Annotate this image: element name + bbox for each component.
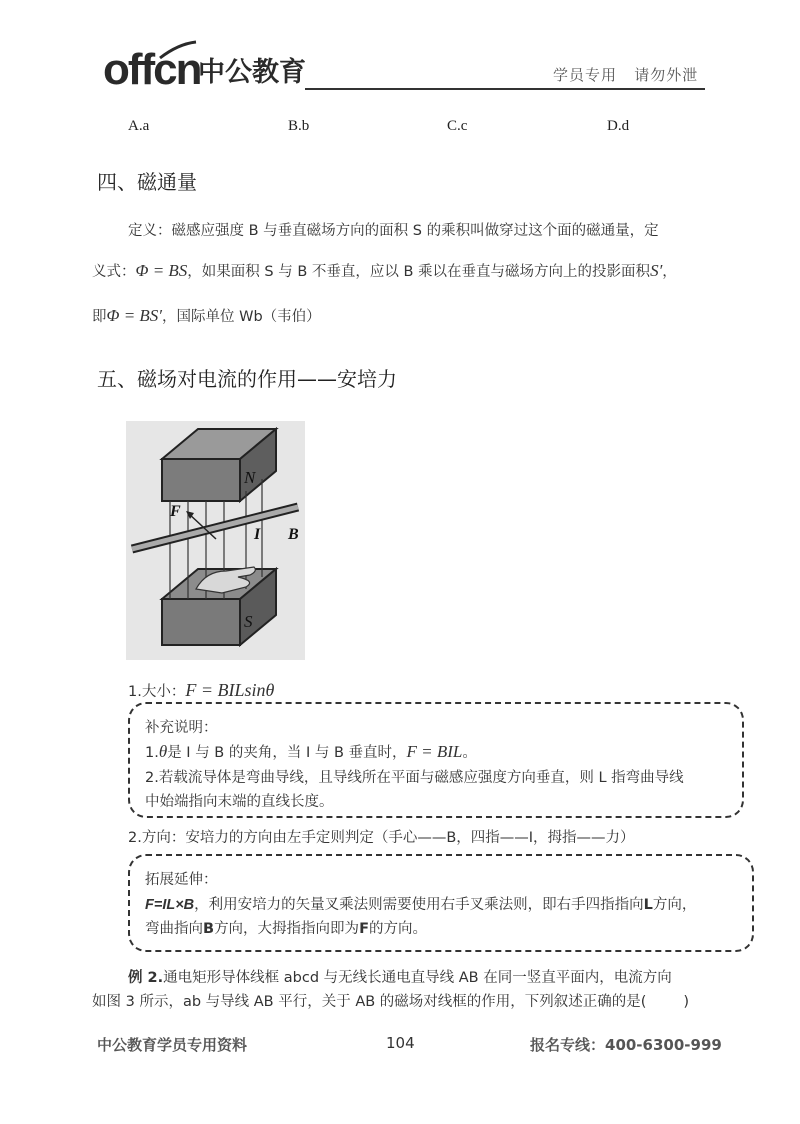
size-line: 1.大小：F = BILsinθ [128, 680, 275, 700]
section5-title: 五、磁场对电流的作用——安培力 [97, 367, 397, 391]
example-line1: 例 2.通电矩形导体线框 abcd 与无线长通电直导线 AB 在同一竖直平面内，电流方向 [128, 970, 672, 986]
supplement-line3: 中始端指向末端的直线长度。 [145, 794, 334, 810]
example-line2: 如图 3 所示，ab 与导线 AB 平行，关于 AB 的磁场对线框的作用，下列叙述正确的是( ) [92, 994, 689, 1010]
page-number: 104 [386, 1034, 415, 1052]
footer-right: 报名专线：400-6300-999 [530, 1036, 722, 1054]
extension-title: 拓展延伸： [145, 872, 218, 888]
header-rule [305, 88, 705, 90]
extension-line2: 弯曲指向B方向，大拇指指向即为F的方向。 [145, 921, 427, 937]
section4-line1: 定义：磁感应强度 B 与垂直磁场方向的面积 S 的乘积叫做穿过这个面的磁通量，定 [128, 223, 659, 239]
ampere-formula: F = BILsinθ [185, 680, 275, 700]
logo-chinese: 中公教育 [198, 57, 306, 88]
direction-line: 2.方向：安培力的方向由左手定则判定（手心——B，四指——I，拇指——力） [128, 830, 635, 846]
section4-line3: 即Φ = BS′，国际单位 Wb（韦伯） [92, 306, 321, 325]
ampere-force-figure [126, 421, 305, 660]
figure-label-b: B [288, 526, 299, 543]
section4-line2: 义式：Φ = BS，如果面积 S 与 B 不垂直，应以 B 乘以在垂直与磁场方向上的投影面积S′， [92, 261, 677, 280]
example-label: 例 2. [128, 970, 164, 986]
figure-label-i: I [254, 526, 261, 543]
option-b: B.b [288, 118, 310, 134]
logo-offcn: offcn [103, 45, 201, 94]
option-a: A.a [128, 118, 150, 134]
option-d: D.d [607, 118, 630, 134]
footer-left: 中公教育学员专用资料 [97, 1036, 248, 1054]
option-c: C.c [447, 118, 468, 134]
extension-line1: F=IL×B，利用安培力的矢量叉乘法则需要使用右手叉乘法则，即右手四指指向L方向， [145, 897, 697, 913]
section4-title: 四、磁通量 [97, 170, 197, 194]
logo-swoosh [158, 40, 198, 60]
figure-label-n: N [244, 468, 256, 487]
figure-label-s: S [244, 612, 253, 631]
supplement-title: 补充说明： [145, 720, 218, 736]
flux-formula: Φ = BS [135, 261, 188, 280]
figure-label-f: F [170, 503, 181, 520]
header-notice: 学员专用 请勿外泄 [553, 66, 699, 84]
supplement-line1: 1.θ是 I 与 B 的夹角，当 I 与 B 垂直时，F = BIL。 [145, 742, 477, 761]
supplement-line2: 2.若载流导体是弯曲导线，且导线所在平面与磁感应强度方向垂直，则 L 指弯曲导线 [145, 770, 684, 786]
